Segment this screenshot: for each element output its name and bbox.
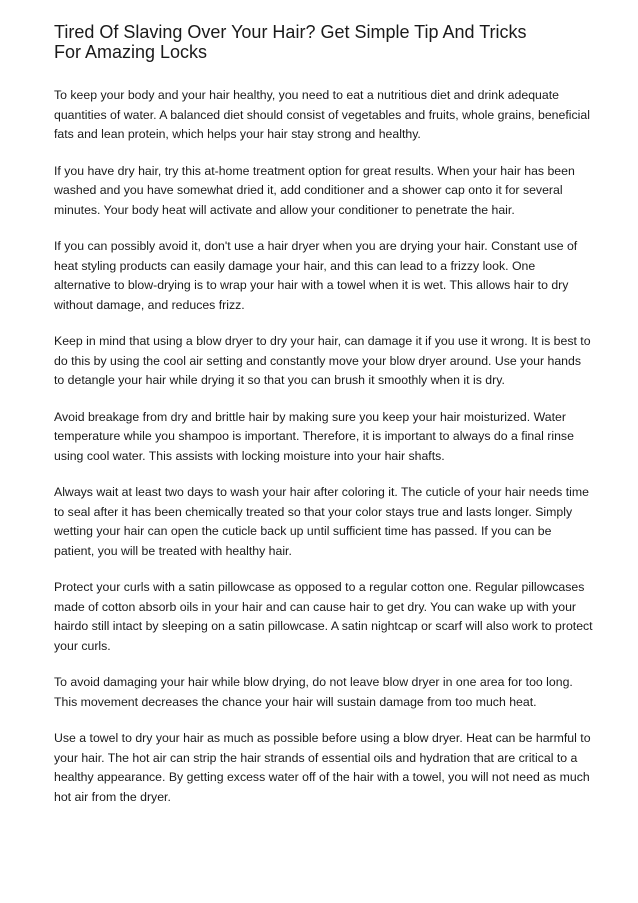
paragraph-satin-pillowcase: Protect your curls with a satin pillowcase as opposed to a regular cotton one. Regular pillowcases made of cotton absorb oils in your hair and can cause hair to get dry. You can wake up with your hairdo still intact by sleeping on a satin pillowcase. A satin nightcap or scarf will also work to protect your curls. bbox=[54, 580, 593, 653]
paragraph-avoid-breakage: Avoid breakage from dry and brittle hair by making sure you keep your hair moisturized. Water temperature while you shampoo is important. Therefore, it is important to always do a final rinse using cool water. This assists with locking moisture into your hair shafts. bbox=[54, 409, 574, 463]
title-line-1: Tired Of Slaving Over Your Hair? Get Simple Tip And Tricks bbox=[54, 22, 527, 42]
document-page bbox=[54, 22, 594, 824]
paragraph-diet: To keep your body and your hair healthy, you need to eat a nutritious diet and drink adequate quantities of water. A balanced diet should consist of vegetables and fruits, whole grains, beneficial fats and lean protein, which helps your hair stay strong and healthy. bbox=[54, 88, 590, 141]
paragraph-blow-dryer-use: Keep in mind that using a blow dryer to dry your hair, can damage it if you use it wrong. It is best to do this by using the cool air setting and constantly move your blow dryer around. Use your hands to detangle your hair while drying it so that you can brush it smoothly when it is dry. bbox=[54, 334, 591, 387]
paragraph-avoid-hair-dryer: If you can possibly avoid it, don't use a hair dryer when you are drying your hair. Constant use of heat styling products can easily damage your hair, and this can lead to a frizzy look. One alternative to blow-drying is to wrap your hair with a towel when it is wet. This allows hair to dry without damage, and reduces frizz. bbox=[54, 239, 578, 312]
paragraph-blow-drying-damage: To avoid damaging your hair while blow drying, do not leave blow dryer in one area for too long. This movement decreases the chance your hair will sustain damage from too much heat. bbox=[54, 675, 573, 709]
title-line-2: For Amazing Locks bbox=[54, 42, 208, 62]
paragraph-towel-dry: Use a towel to dry your hair as much as possible before using a blow dryer. Heat can be harmful to your hair. The hot air can strip the hair strands of essential oils and hydration that are critical to a healthy appearance. By getting excess water off of the hair with a towel, you will not need as much hot air from the dryer. bbox=[54, 731, 591, 804]
paragraph-after-coloring: Always wait at least two days to wash your hair after coloring it. The cuticle of your hair needs time to seal after it has been chemically treated so that your color stays true and lasts longer. Simply wetting your hair can open the cuticle back up until sufficient time has passed. If you can be patient, you will be treated with healthy hair. bbox=[54, 485, 589, 558]
document-title bbox=[54, 22, 594, 62]
paragraph-dry-hair-treatment: If you have dry hair, try this at-home treatment option for great results. When your hair has been washed and you have somewhat dried it, add conditioner and a shower cap onto it for several minutes. Your body heat will activate and allow your conditioner to penetrate the hair. bbox=[54, 163, 575, 217]
